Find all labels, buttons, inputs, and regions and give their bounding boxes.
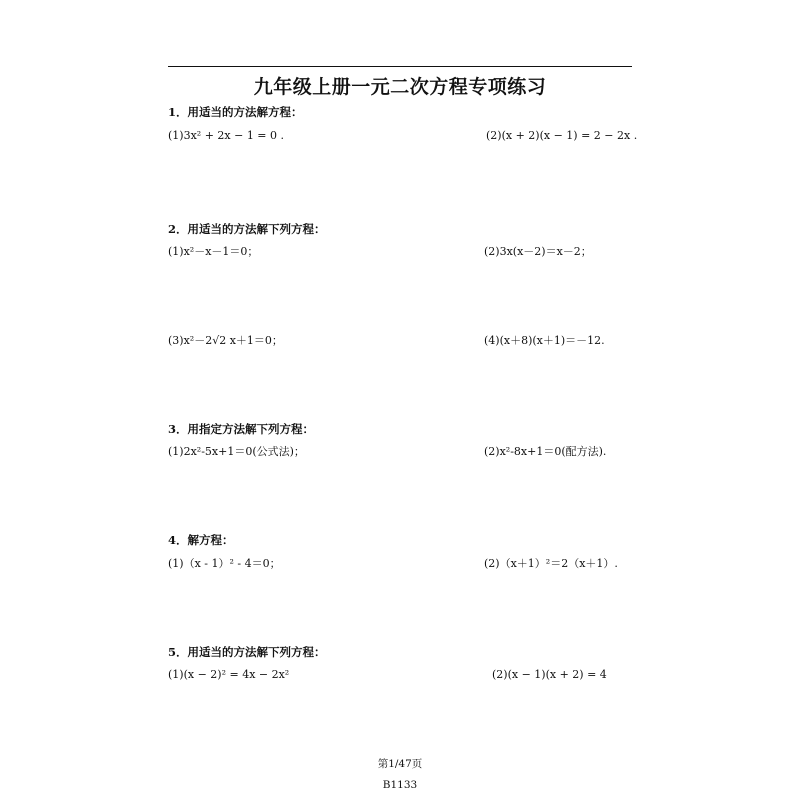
section-1-item-1: (1)3x² + 2x − 1 = 0 . <box>168 129 285 142</box>
section-2-item-3: (3)x²－2√2 x＋1＝0； <box>168 334 283 347</box>
section-2-heading: 2．用适当的方法解下列方程： <box>168 222 326 236</box>
page-title: 九年级上册一元二次方程专项练习 <box>253 76 547 98</box>
section-5-heading: 5．用适当的方法解下列方程： <box>168 645 326 659</box>
section-3-item-1: (1)2x²-5x+1＝0(公式法)； <box>168 445 305 458</box>
header-rule <box>168 66 632 67</box>
section-3-item-2: (2)x²-8x+1＝0(配方法). <box>484 445 607 458</box>
section-5-item-2: (2)(x − 1)(x + 2) = 4 <box>492 668 607 681</box>
section-1-item-2: (2)(x + 2)(x − 1) = 2 − 2x . <box>486 129 638 142</box>
section-2-item-2: (2)3x(x－2)＝x－2； <box>484 245 592 258</box>
section-5-item-1: (1)(x − 2)² = 4x − 2x² <box>168 668 290 681</box>
section-4-heading: 4．解方程： <box>168 533 234 547</box>
section-4-item-1: (1)（x - 1）² - 4＝0； <box>168 557 281 570</box>
section-2-item-1: (1)x²－x－1＝0； <box>168 245 259 258</box>
section-2-item-4: (4)(x＋8)(x＋1)＝－12. <box>484 334 605 347</box>
section-3-heading: 3．用指定方法解下列方程： <box>168 422 315 436</box>
page-number: 第1/47页 <box>377 758 423 770</box>
document-code: B1133 <box>382 779 418 791</box>
section-1-heading: 1．用适当的方法解方程： <box>168 105 303 119</box>
section-4-item-2: (2)（x＋1）²＝2（x＋1）. <box>484 557 618 570</box>
